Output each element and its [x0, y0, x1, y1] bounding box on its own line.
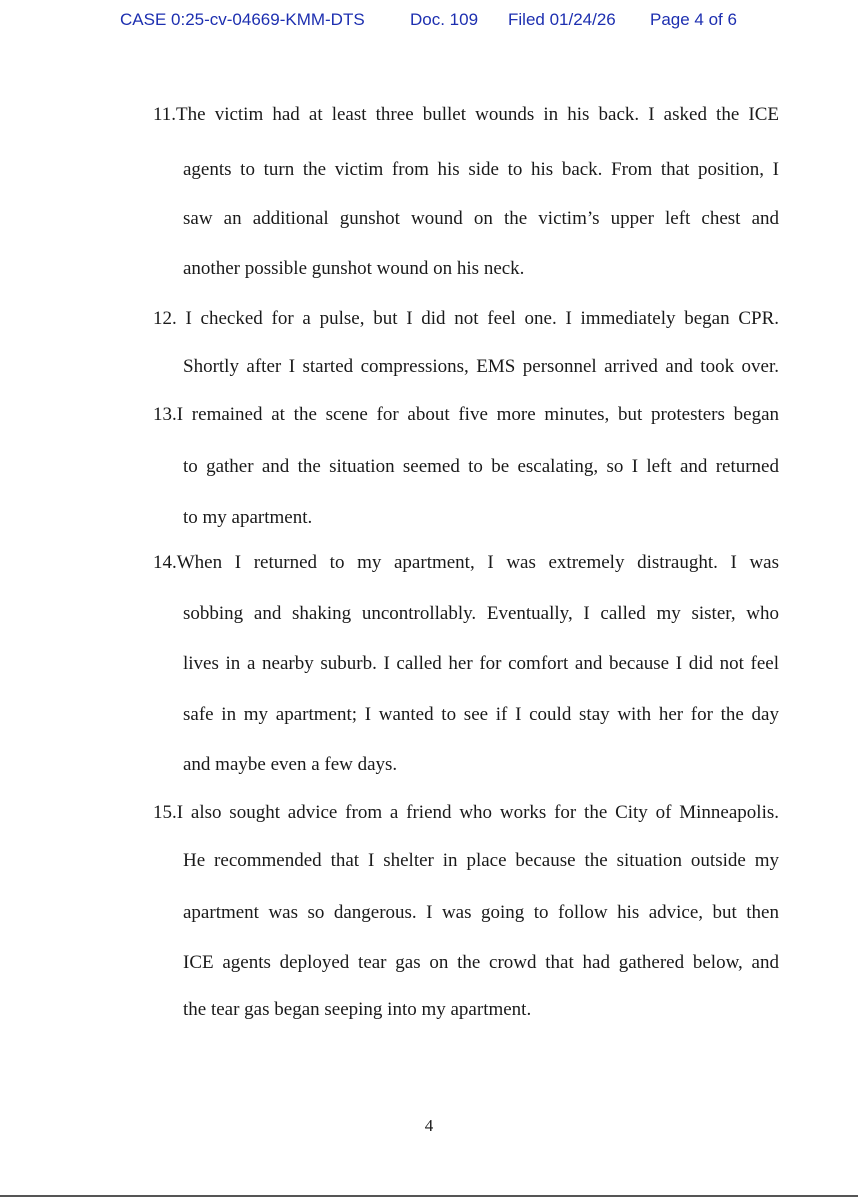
paragraph-line: agents to turn the victim from his side to his back. From that position, I: [183, 159, 779, 180]
paragraph-line: sobbing and shaking uncontrollably. Eventually, I called my sister, who: [183, 603, 779, 624]
paragraph-line: 14.When I returned to my apartment, I was extremely distraught. I was: [153, 552, 779, 573]
document-number: Doc. 109: [410, 10, 479, 29]
paragraph-line: He recommended that I shelter in place because the situation outside my: [183, 850, 779, 871]
filed-date: Filed 01/24/26: [508, 10, 616, 29]
paragraph-line: safe in my apartment; I wanted to see if I could stay with her for the day: [183, 704, 779, 725]
paragraph-line: 11.The victim had at least three bullet wounds in his back. I asked the ICE: [153, 104, 779, 125]
paragraph-line: ICE agents deployed tear gas on the crowd that had gathered below, and: [183, 952, 779, 973]
page-count: Page 4 of 6: [650, 10, 737, 29]
paragraph-line: Shortly after I started compressions, EMS personnel arrived and took over.: [183, 356, 779, 377]
paragraph-line: to gather and the situation seemed to be escalating, so I left and returned: [183, 456, 779, 477]
paragraph-line: 12. I checked for a pulse, but I did not feel one. I immediately began CPR.: [153, 308, 779, 329]
paragraph-line: and maybe even a few days.: [183, 754, 398, 775]
case-number: CASE 0:25-cv-04669-KMM-DTS: [120, 10, 365, 29]
filing-header: [120, 10, 760, 32]
paragraph-line: the tear gas began seeping into my apartment.: [183, 999, 532, 1020]
paragraph-line: 13.I remained at the scene for about five more minutes, but protesters began: [153, 404, 779, 425]
paragraph-line: 15.I also sought advice from a friend who works for the City of Minneapolis.: [153, 802, 779, 823]
page-bottom-border: [0, 1195, 858, 1197]
paragraph-line: another possible gunshot wound on his neck.: [183, 258, 525, 279]
paragraph-line: saw an additional gunshot wound on the victim’s upper left chest and: [183, 208, 779, 229]
paragraph-line: to my apartment.: [183, 507, 313, 528]
page-number: 4: [424, 1116, 434, 1135]
paragraph-line: apartment was so dangerous. I was going to follow his advice, but then: [183, 902, 779, 923]
paragraph-line: lives in a nearby suburb. I called her for comfort and because I did not feel: [183, 653, 779, 674]
